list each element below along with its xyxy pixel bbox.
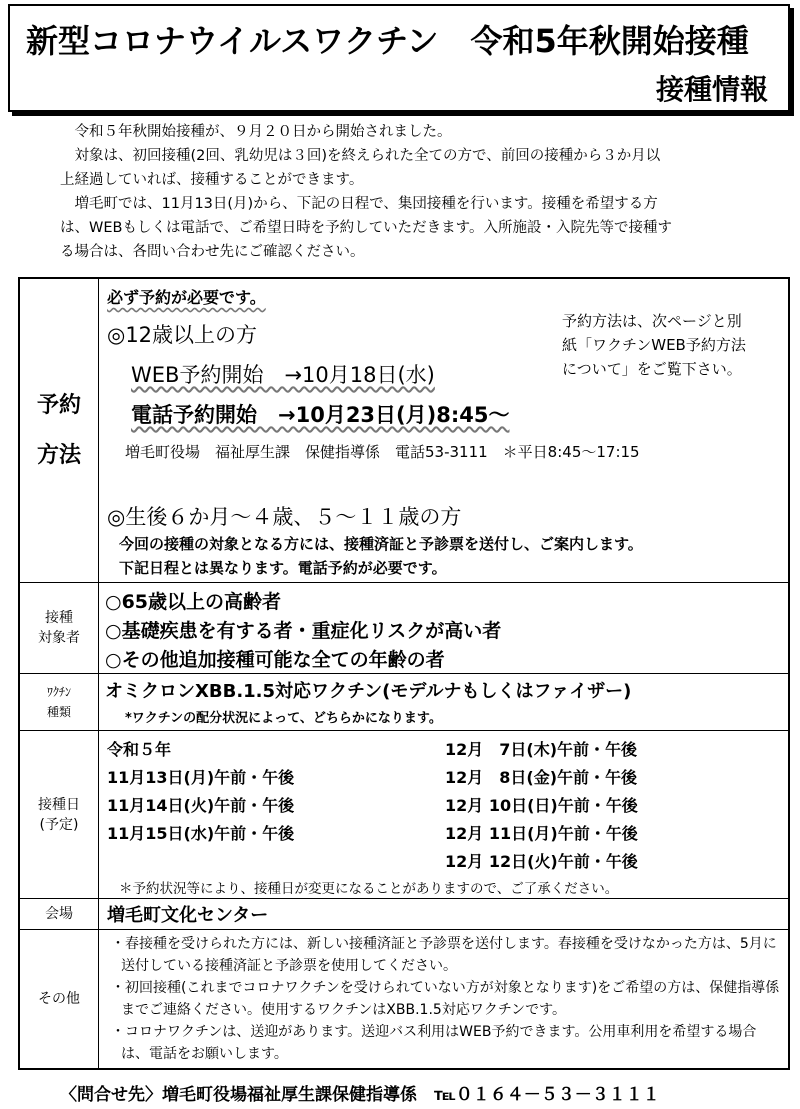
eligibility-item: ○基礎疾患を有する者・重症化リスクが高い者 <box>105 620 502 642</box>
schedule-date: 12月 11日(月)午前・午後 <box>445 824 638 843</box>
schedule-date: 11月15日(水)午前・午後 <box>107 824 295 843</box>
schedule-date: 11月13日(月)午前・午後 <box>107 768 295 787</box>
eligibility-row <box>20 582 788 673</box>
reservation-row <box>20 279 788 582</box>
reservation-note: 予約方法は、次ページと別 紙「ワクチンWEB予約方法 について」をご覧下さい。 <box>562 312 746 378</box>
other-content <box>99 930 788 1068</box>
other-label: その他 <box>20 930 99 1068</box>
reservation-content <box>99 279 788 582</box>
schedule-date: 11月14日(火)午前・午後 <box>107 796 295 815</box>
venue-label: 会場 <box>20 899 99 929</box>
schedule-row <box>20 730 788 898</box>
venue-name: 増毛町文化センター <box>107 905 269 926</box>
schedule-date: 12月 7日(木)午前・午後 <box>445 740 638 759</box>
venue-row <box>20 898 788 929</box>
schedule-year: 令和５年 <box>107 740 172 759</box>
web-reservation-start: WEB予約開始 →10月18日(水) <box>131 363 435 387</box>
eligibility-item: ○65歳以上の高齢者 <box>105 591 282 613</box>
group-child-heading: ◎生後６か月～４歳、５～１１歳の方 <box>107 505 462 529</box>
vaccine-content <box>99 674 788 730</box>
vaccine-row <box>20 673 788 730</box>
phone-reservation-start: 電話予約開始 →10月23日(月)8:45～ <box>131 403 510 427</box>
intro-paragraph-2a: 対象は、初回接種(2回、乳幼児は３回)を終えられた全ての方で、前回の接種から３か月以 <box>74 148 661 164</box>
intro-paragraph-1: 令和５年秋開始接種が、９月２０日から開始されました。 <box>74 124 452 140</box>
vaccine-name: オミクロンXBB.1.5対応ワクチン(モデルナもしくはファイザー) <box>105 681 632 702</box>
schedule-label: 接種日 (予定) <box>20 731 99 898</box>
intro-paragraph-3b: は、WEBもしくは電話で、ご希望日時を予約していただきます。入所施設・入院先等で接種す <box>60 220 672 236</box>
schedule-date: 12月 8日(金)午前・午後 <box>445 768 638 787</box>
eligibility-item: ○その他追加接種可能な全ての年齢の者 <box>105 649 445 671</box>
intro-paragraph-3c: る場合は、各問い合わせ先にご確認ください。 <box>60 244 365 260</box>
contact-info: 〈問合せ先〉増毛町役場福祉厚生課保健指導係 ℡０１６４－５３－３１１１ <box>60 1085 660 1105</box>
other-item: ・春接種を受けられた方には、新しい接種済証と予診票を送付します。春接種を受けなかった方は、5月に送付している接種済証と予診票を使用してください。 <box>111 936 777 974</box>
vaccine-label: ﾜｸﾁﾝ 種類 <box>20 674 99 730</box>
group-12-heading: ◎12歳以上の方 <box>107 323 258 347</box>
info-table <box>18 277 790 1070</box>
other-item: ・初回接種(これまでコロナワクチンを受けられていない方が対象となります)をご希望の方は、保健指導係までご連絡ください。使用するワクチンはXBB.1.5対応ワクチンです。 <box>111 980 780 1018</box>
other-item: ・コロナワクチンは、送迎があります。送迎バス利用はWEB予約できます。公用車利用を希望する場合は、電話をお願いします。 <box>111 1024 757 1062</box>
schedule-note: ＊予約状況等により、接種日が変更になることがありますので、ご了承ください。 <box>119 881 619 897</box>
venue-content <box>99 899 788 929</box>
other-row <box>20 929 788 1068</box>
page-subtitle: 接種情報 <box>655 73 768 106</box>
child-text-1: 今回の接種の対象となる方には、接種済証と予診票を送付し、ご案内します。 <box>119 535 643 553</box>
eligibility-label: 接種 対象者 <box>20 583 99 673</box>
page-title: 新型コロナウイルスワクチン 令和5年秋開始接種 <box>26 22 749 60</box>
eligibility-content <box>99 583 788 673</box>
intro-paragraph-2b: 上経過していれば、接種することができます。 <box>60 172 364 188</box>
intro-paragraph-3a: 増毛町では、11月13日(月)から、下記の日程で、集団接種を行います。接種を希望する方 <box>74 196 658 212</box>
schedule-date: 12月 10日(日)午前・午後 <box>445 796 638 815</box>
vaccine-note: *ワクチンの配分状況によって、どちらかになります。 <box>125 711 442 726</box>
title-box <box>8 4 790 112</box>
reservation-office: 増毛町役場 福祉厚生課 保健指導係 電話53-3111 ＊平日8:45～17:15 <box>125 443 640 461</box>
child-text-2: 下記日程とは異なります。電話予約が必要です。 <box>119 559 447 577</box>
intro-text <box>60 120 760 264</box>
schedule-date: 12月 12日(火)午前・午後 <box>445 852 638 871</box>
schedule-content <box>99 731 788 898</box>
reservation-label: 予約 方法 <box>20 279 99 582</box>
reservation-required: 必ず予約が必要です。 <box>107 288 266 307</box>
